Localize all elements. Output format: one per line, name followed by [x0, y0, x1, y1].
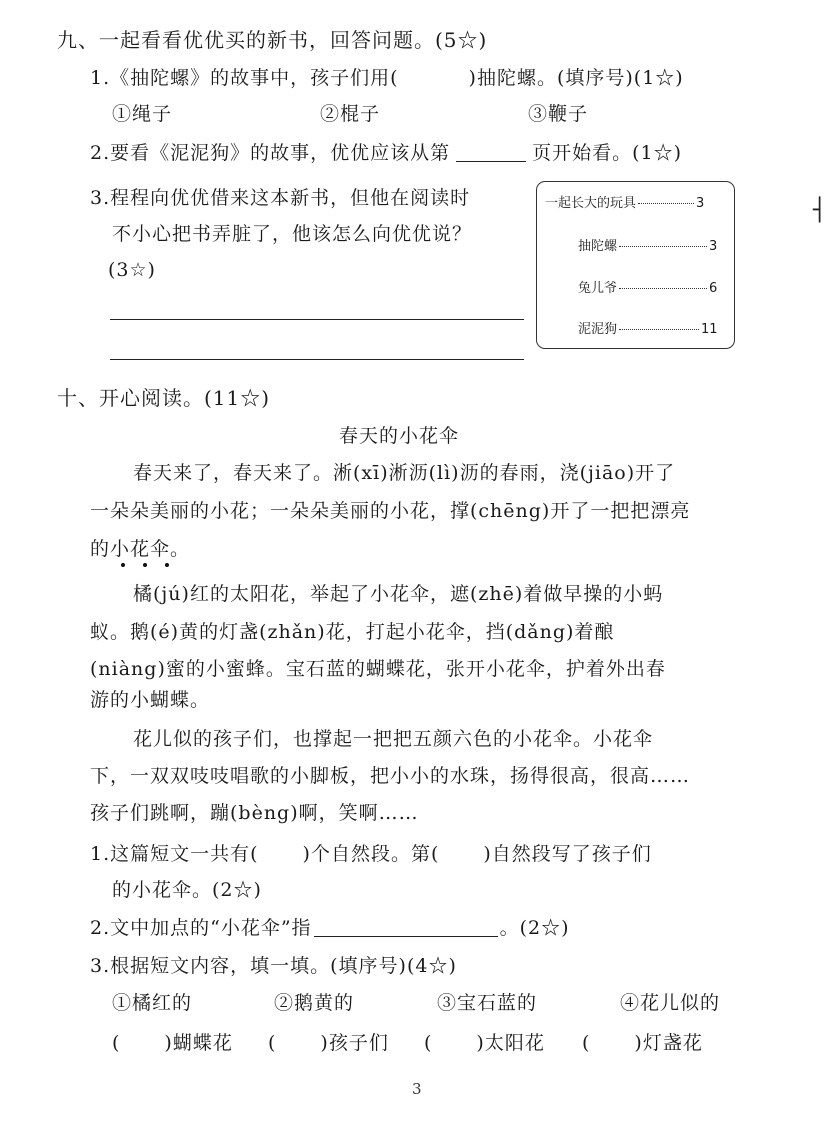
s10-q3-fill-1-label: 蝴蝶花: [172, 1032, 233, 1054]
story-p3-line-2: 下，一双双吱吱唱歌的小脚板，把小小的水珠，扬得很高，很高……: [90, 765, 691, 787]
s10-q3-stem: 3.根据短文内容，填一填。(填序号)(4☆): [90, 955, 457, 977]
s9-question-1: [90, 66, 684, 90]
toc-item-2-title: 抽陀螺: [578, 239, 618, 254]
s10-question-2: [90, 916, 569, 940]
s9-q3-line-3: (3☆): [108, 259, 156, 281]
emphasis-dot: [165, 563, 169, 567]
s10-q3-fill-2-label: 孩子们: [328, 1032, 389, 1054]
s10-question-1: [90, 842, 652, 866]
story-p1-line-3: 的小花伞。: [90, 538, 191, 560]
toc-item-1-page: 3: [696, 196, 705, 211]
toc-item-2: [578, 239, 717, 255]
emphasis-dot: [121, 563, 125, 567]
s9-q1-prefix: 1.《抽陀螺》的故事中，孩子们用(: [90, 67, 399, 89]
s10-q1-line-2: 的小花伞。(2☆): [112, 879, 262, 901]
s9-q3-line-1: 3.程程向优优借来这本新书，但他在阅读时: [90, 187, 471, 209]
s10-q2-answer-blank[interactable]: [314, 918, 498, 937]
s10-q1-part-c: )自然段写了孩子们: [483, 843, 652, 865]
toc-leader-dots: [619, 288, 707, 289]
toc-item-3: [578, 281, 717, 297]
story-p1-line-1: 春天来了，春天来了。淅(xī)淅沥(lì)沥的春雨，浇(jiāo)开了: [133, 462, 676, 484]
s10-q3-option-1: ①橘红的: [112, 992, 193, 1014]
s10-q3-fill-3-label: 太阳花: [484, 1032, 545, 1054]
toc-item-4-page: 11: [701, 322, 718, 337]
s9-q1-option-2: ②棍子: [320, 103, 381, 125]
story-title: 春天的小花伞: [339, 425, 460, 447]
crop-mark: ┤: [813, 198, 827, 223]
toc-leader-dots: [638, 203, 694, 204]
s10-q3-fill-4-label: 灯盏花: [642, 1032, 703, 1054]
s9-q1-option-1: ①绳子: [112, 103, 173, 125]
s10-q2-prefix: 2.文中加点的“小花伞”指: [90, 917, 312, 939]
story-p3-line-3: 孩子们跳啊，蹦(bèng)啊，笑啊……: [90, 802, 419, 824]
toc-leader-dots: [619, 246, 707, 247]
s9-question-2: [90, 141, 682, 165]
story-p2-line-2: 蚁。鹅(é)黄的灯盏(zhǎn)花，打起小花伞，挡(dǎng)着酿: [90, 621, 615, 643]
page-number: 3: [412, 1080, 422, 1098]
toc-item-1-title: 一起长大的玩具: [545, 196, 637, 211]
s9-q3-answer-line-1[interactable]: [110, 319, 524, 320]
toc-item-1: [545, 196, 704, 212]
s10-q3-fill-1: ( )蝴蝶花: [112, 1032, 233, 1054]
s10-q1-part-a: 1.这篇短文一共有(: [90, 843, 259, 865]
s9-q3-answer-line-2[interactable]: [110, 359, 524, 360]
s10-q3-fill-4: ( )灯盏花: [582, 1032, 703, 1054]
s9-q2-suffix: 页开始看。(1☆): [532, 142, 683, 164]
s10-q1-part-b: )个自然段。第(: [302, 843, 440, 865]
story-p3-line-1: 花儿似的孩子们，也撑起一把把五颜六色的小花伞。小花伞: [133, 728, 654, 750]
s10-q3-fill-3: ( )太阳花: [424, 1032, 545, 1054]
s10-q2-suffix: 。(2☆): [499, 917, 570, 939]
toc-leader-dots: [619, 329, 699, 330]
toc-item-4-title: 泥泥狗: [578, 322, 618, 337]
section-10-title: 十、开心阅读。(11☆): [57, 386, 271, 410]
story-p2-line-4: 游的小蝴蝶。: [90, 689, 211, 711]
story-p2-line-3: (niàng)蜜的小蜜蜂。宝石蓝的蝴蝶花，张开小花伞，护着外出春: [90, 658, 666, 680]
s9-q2-prefix: 2.要看《泥泥狗》的故事，优优应该从第: [90, 142, 451, 164]
s9-q2-answer-blank[interactable]: [456, 143, 526, 162]
toc-item-3-page: 6: [709, 281, 718, 296]
story-p2-line-1: 橘(jú)红的太阳花，举起了小花伞，遮(zhē)着做早操的小蚂: [133, 583, 664, 605]
s10-q3-fill-2: ( )孩子们: [268, 1032, 389, 1054]
emphasis-dot: [143, 563, 147, 567]
s9-q3-line-2: 不小心把书弄脏了，他该怎么向优优说？: [112, 223, 473, 245]
story-p1-line-2: 一朵朵美丽的小花；一朵朵美丽的小花，撑(chēng)开了一把把漂亮: [90, 500, 691, 522]
s10-q3-option-4: ④花儿似的: [620, 992, 721, 1014]
toc-item-4: [578, 322, 718, 338]
toc-item-2-page: 3: [709, 239, 718, 254]
s9-q1-suffix: )抽陀螺。(填序号)(1☆): [468, 67, 684, 89]
s10-q3-option-2: ②鹅黄的: [274, 992, 355, 1014]
s10-q3-option-3: ③宝石蓝的: [437, 992, 538, 1014]
book-table-of-contents: [536, 181, 735, 349]
s9-q1-option-3: ③鞭子: [528, 103, 589, 125]
section-9-title: 九、一起看看优优买的新书，回答问题。(5☆): [57, 28, 488, 52]
toc-item-3-title: 兔儿爷: [578, 281, 618, 296]
